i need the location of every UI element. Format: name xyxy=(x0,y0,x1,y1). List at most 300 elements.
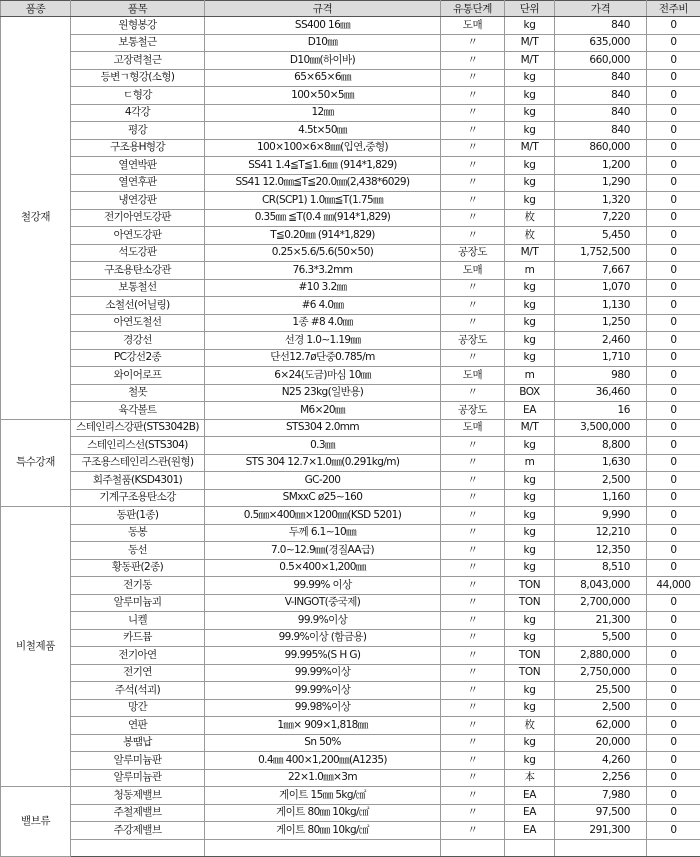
price-cell: 840 xyxy=(555,69,647,87)
unit-cell: kg xyxy=(505,69,555,87)
price-cell: 12,350 xyxy=(555,542,647,560)
group-3 xyxy=(1,507,700,787)
table-row xyxy=(1,769,700,787)
distribution-stage-cell: 〃 xyxy=(441,69,505,87)
unit-cell: kg xyxy=(505,297,555,315)
distribution-stage-cell: 〃 xyxy=(441,174,505,192)
weekly-change-cell: 0 xyxy=(647,507,700,525)
table-row xyxy=(1,734,700,752)
distribution-stage-cell: 공장도 xyxy=(441,244,505,262)
item-name-cell: 전기연 xyxy=(71,664,205,682)
weekly-change-cell: 0 xyxy=(647,717,700,735)
unit-cell: TON xyxy=(505,664,555,682)
spec-cell: 76.3*3.2mm xyxy=(205,262,441,280)
spec-cell: M6×20㎜ xyxy=(205,402,441,420)
spec-cell: SMxxC ø25∼160 xyxy=(205,489,441,507)
table-row xyxy=(1,17,700,35)
unit-cell: M/T xyxy=(505,34,555,52)
unit-cell: kg xyxy=(505,559,555,577)
item-name-cell: 니켈 xyxy=(71,612,205,630)
price-cell: 2,256 xyxy=(555,769,647,787)
price-cell: 7,667 xyxy=(555,262,647,280)
spec-cell: 99.995%(S H G) xyxy=(205,647,441,665)
weekly-change-cell: 0 xyxy=(647,279,700,297)
weekly-change-cell: 0 xyxy=(647,699,700,717)
unit-cell: kg xyxy=(505,87,555,105)
price-cell: 2,500 xyxy=(555,472,647,490)
table-row xyxy=(1,804,700,822)
price-cell: 1,130 xyxy=(555,297,647,315)
spec-cell: 게이트 80㎜ 10kg/㎠ xyxy=(205,822,441,840)
price-cell: 5,500 xyxy=(555,629,647,647)
item-name-cell: 보통철선 xyxy=(71,279,205,297)
group-2 xyxy=(1,419,700,507)
price-cell: 8,510 xyxy=(555,559,647,577)
distribution-stage-cell: 〃 xyxy=(441,122,505,140)
price-cell: 840 xyxy=(555,87,647,105)
price-cell: 635,000 xyxy=(555,34,647,52)
distribution-stage-cell: 〃 xyxy=(441,594,505,612)
unit-cell: kg xyxy=(505,157,555,175)
spec-cell: 99.9%이상 xyxy=(205,612,441,630)
header-spec: 규격 xyxy=(205,1,441,17)
table-row xyxy=(1,192,700,210)
item-name-cell: 와이어로프 xyxy=(71,367,205,385)
item-name-cell: 경강선 xyxy=(71,332,205,350)
table-row xyxy=(1,174,700,192)
weekly-change-cell: 0 xyxy=(647,524,700,542)
table-row xyxy=(1,787,700,805)
distribution-stage-cell: 〃 xyxy=(441,752,505,770)
weekly-change-cell: 0 xyxy=(647,682,700,700)
distribution-stage-cell: 〃 xyxy=(441,507,505,525)
price-cell: 1,200 xyxy=(555,157,647,175)
unit-cell: TON xyxy=(505,647,555,665)
distribution-stage-cell: 〃 xyxy=(441,437,505,455)
unit-cell: kg xyxy=(505,542,555,560)
weekly-change-cell: 0 xyxy=(647,647,700,665)
unit-cell: kg xyxy=(505,279,555,297)
weekly-change-cell: 0 xyxy=(647,384,700,402)
spec-cell: 4.5t×50㎜ xyxy=(205,122,441,140)
item-name-cell: 구조용H형강 xyxy=(71,139,205,157)
distribution-stage-cell: 〃 xyxy=(441,139,505,157)
distribution-stage-cell: 〃 xyxy=(441,34,505,52)
table-row xyxy=(1,594,700,612)
item-name-cell: 동선 xyxy=(71,542,205,560)
distribution-stage-cell: 도매 xyxy=(441,419,505,437)
distribution-stage-cell: 〃 xyxy=(441,804,505,822)
table-row xyxy=(1,682,700,700)
spec-cell: 0.5×400×1,200㎜ xyxy=(205,559,441,577)
price-cell: 840 xyxy=(555,122,647,140)
weekly-change-cell: 0 xyxy=(647,209,700,227)
distribution-stage-cell: 〃 xyxy=(441,157,505,175)
unit-cell: 枚 xyxy=(505,227,555,245)
item-name-cell: 전기아연도강판 xyxy=(71,209,205,227)
weekly-change-cell: 44,000 xyxy=(647,577,700,595)
price-cell: 2,460 xyxy=(555,332,647,350)
item-name-cell: 연판 xyxy=(71,717,205,735)
spec-cell: STS 304 12.7×1.0㎜(0.291kg/m) xyxy=(205,454,441,472)
table-row xyxy=(1,629,700,647)
price-cell: 25,500 xyxy=(555,682,647,700)
table-row xyxy=(1,612,700,630)
item-name-cell: 고장력철근 xyxy=(71,52,205,70)
weekly-change-cell: 0 xyxy=(647,227,700,245)
distribution-stage-cell: 〃 xyxy=(441,314,505,332)
item-name-cell: 기계구조용탄소강 xyxy=(71,489,205,507)
spec-cell: 0.35㎜ ≦T(0.4 ㎜(914*1,829) xyxy=(205,209,441,227)
table-row xyxy=(1,279,700,297)
distribution-stage-cell: 〃 xyxy=(441,769,505,787)
distribution-stage-cell: 〃 xyxy=(441,104,505,122)
item-name-cell: 봉땜납 xyxy=(71,734,205,752)
distribution-stage-cell: 〃 xyxy=(441,52,505,70)
table-row xyxy=(1,69,700,87)
table-row xyxy=(1,664,700,682)
weekly-change-cell: 0 xyxy=(647,629,700,647)
distribution-stage-cell: 〃 xyxy=(441,349,505,367)
price-cell: 5,450 xyxy=(555,227,647,245)
item-name-cell: 구조용스테인리스관(원형) xyxy=(71,454,205,472)
unit-cell: m xyxy=(505,262,555,280)
table-row xyxy=(1,542,700,560)
distribution-stage-cell: 〃 xyxy=(441,682,505,700)
price-cell: 7,980 xyxy=(555,787,647,805)
distribution-stage-cell: 〃 xyxy=(441,629,505,647)
item-name-cell: 카드뮴 xyxy=(71,629,205,647)
unit-cell: M/T xyxy=(505,419,555,437)
header-unit: 단위 xyxy=(505,1,555,17)
distribution-stage-cell: 〃 xyxy=(441,542,505,560)
table-row xyxy=(1,122,700,140)
weekly-change-cell: 0 xyxy=(647,192,700,210)
table-row xyxy=(1,314,700,332)
distribution-stage-cell: 〃 xyxy=(441,384,505,402)
weekly-change-cell: 0 xyxy=(647,402,700,420)
price-cell: 980 xyxy=(555,367,647,385)
price-cell: 97,500 xyxy=(555,804,647,822)
item-name-cell: 열연박판 xyxy=(71,157,205,175)
distribution-stage-cell: 공장도 xyxy=(441,332,505,350)
unit-cell: kg xyxy=(505,104,555,122)
distribution-stage-cell: 〃 xyxy=(441,577,505,595)
spec-cell: V-INGOT(중국제) xyxy=(205,594,441,612)
item-name-cell: 알루미늄괴 xyxy=(71,594,205,612)
table-row xyxy=(1,717,700,735)
item-name-cell: 아연도강판 xyxy=(71,227,205,245)
weekly-change-cell: 0 xyxy=(647,367,700,385)
unit-cell: kg xyxy=(505,17,555,35)
weekly-change-cell: 0 xyxy=(647,174,700,192)
price-cell: 2,880,000 xyxy=(555,647,647,665)
weekly-change-cell: 0 xyxy=(647,69,700,87)
unit-cell: M/T xyxy=(505,244,555,262)
item-name-cell: 평강 xyxy=(71,122,205,140)
category-cell: 철강재 xyxy=(1,17,71,420)
spec-cell: D10㎜(하이바) xyxy=(205,52,441,70)
weekly-change-cell: 0 xyxy=(647,87,700,105)
price-cell: 12,210 xyxy=(555,524,647,542)
unit-cell: M/T xyxy=(505,52,555,70)
unit-cell: EA xyxy=(505,804,555,822)
table-row xyxy=(1,472,700,490)
item-name-cell: 석도강판 xyxy=(71,244,205,262)
header-price: 가격 xyxy=(555,1,647,17)
price-cell: 62,000 xyxy=(555,717,647,735)
price-cell: 840 xyxy=(555,104,647,122)
weekly-change-cell: 0 xyxy=(647,594,700,612)
table-row xyxy=(1,34,700,52)
unit-cell: kg xyxy=(505,437,555,455)
distribution-stage-cell: 〃 xyxy=(441,717,505,735)
price-cell: 291,300 xyxy=(555,822,647,840)
weekly-change-cell: 0 xyxy=(647,472,700,490)
spec-cell: Sn 50% xyxy=(205,734,441,752)
distribution-stage-cell: 도매 xyxy=(441,262,505,280)
spec-cell: #6 4.0㎜ xyxy=(205,297,441,315)
weekly-change-cell: 0 xyxy=(647,612,700,630)
unit-cell: 本 xyxy=(505,769,555,787)
price-cell: 36,460 xyxy=(555,384,647,402)
distribution-stage-cell: 〃 xyxy=(441,559,505,577)
price-cell: 1,160 xyxy=(555,489,647,507)
spec-cell: 1종 #8 4.0㎜ xyxy=(205,314,441,332)
table-row xyxy=(1,367,700,385)
item-name-cell: 알루미늄관 xyxy=(71,769,205,787)
table-row xyxy=(1,437,700,455)
unit-cell: TON xyxy=(505,577,555,595)
distribution-stage-cell: 〃 xyxy=(441,227,505,245)
header-weekly-change: 전주비 xyxy=(647,1,700,17)
unit-cell: EA xyxy=(505,402,555,420)
item-name-cell: 철못 xyxy=(71,384,205,402)
table-row xyxy=(1,402,700,420)
spec-cell: 0.4㎜ 400×1,200㎜(A1235) xyxy=(205,752,441,770)
distribution-stage-cell: 〃 xyxy=(441,297,505,315)
spec-cell: 99.99%이상 xyxy=(205,682,441,700)
distribution-stage-cell: 〃 xyxy=(441,647,505,665)
spec-cell: 게이트 80㎜ 10kg/㎠ xyxy=(205,804,441,822)
spec-cell: D10㎜ xyxy=(205,34,441,52)
weekly-change-cell: 0 xyxy=(647,314,700,332)
header-row xyxy=(1,1,700,17)
distribution-stage-cell: 〃 xyxy=(441,699,505,717)
unit-cell: kg xyxy=(505,524,555,542)
spec-cell: 0.25×5.6/5.6(50×50) xyxy=(205,244,441,262)
unit-cell: kg xyxy=(505,192,555,210)
weekly-change-cell: 0 xyxy=(647,454,700,472)
table-header xyxy=(1,1,700,17)
distribution-stage-cell: 〃 xyxy=(441,87,505,105)
item-name-cell: 청동제밸브 xyxy=(71,787,205,805)
unit-cell: kg xyxy=(505,122,555,140)
table-row xyxy=(1,507,700,525)
price-cell: 21,300 xyxy=(555,612,647,630)
item-name-cell: 원형봉강 xyxy=(71,17,205,35)
group-1 xyxy=(1,17,700,420)
weekly-change-cell: 0 xyxy=(647,34,700,52)
unit-cell: M/T xyxy=(505,139,555,157)
item-name-cell: 4각강 xyxy=(71,104,205,122)
weekly-change-cell: 0 xyxy=(647,664,700,682)
weekly-change-cell: 0 xyxy=(647,122,700,140)
spec-cell: 99.9%이상 (함금용) xyxy=(205,629,441,647)
weekly-change-cell: 0 xyxy=(647,769,700,787)
weekly-change-cell: 0 xyxy=(647,17,700,35)
distribution-stage-cell: 도매 xyxy=(441,17,505,35)
table-row xyxy=(1,454,700,472)
table-row xyxy=(1,227,700,245)
spec-cell: 7.0∼12.9㎜(경질AA급) xyxy=(205,542,441,560)
price-cell: 9,990 xyxy=(555,507,647,525)
price-cell: 4,260 xyxy=(555,752,647,770)
spec-cell: 0.5㎜×400㎜×1200㎜(KSD 5201) xyxy=(205,507,441,525)
price-cell: 20,000 xyxy=(555,734,647,752)
distribution-stage-cell: 〃 xyxy=(441,279,505,297)
table-row xyxy=(1,577,700,595)
table-row xyxy=(1,244,700,262)
spec-cell: 선경 1.0∼1.19㎜ xyxy=(205,332,441,350)
table-row xyxy=(1,822,700,840)
table-row xyxy=(1,52,700,70)
price-cell: 1,250 xyxy=(555,314,647,332)
price-cell: 16 xyxy=(555,402,647,420)
item-name-cell: 회주철품(KSD4301) xyxy=(71,472,205,490)
price-cell: 2,700,000 xyxy=(555,594,647,612)
distribution-stage-cell: 〃 xyxy=(441,192,505,210)
spec-cell: 100×100×6×8㎜(입연,중형) xyxy=(205,139,441,157)
item-name-cell: 소철선(어닐링) xyxy=(71,297,205,315)
table-row xyxy=(1,104,700,122)
weekly-change-cell: 0 xyxy=(647,349,700,367)
table-row xyxy=(1,157,700,175)
item-name-cell: 구조용탄소강관 xyxy=(71,262,205,280)
spec-cell: SS41 1.4≦T≦1.6㎜ (914*1,829) xyxy=(205,157,441,175)
spec-cell: 65×65×6㎜ xyxy=(205,69,441,87)
unit-cell: kg xyxy=(505,734,555,752)
spec-cell: 단선12.7ø단중0.785/m xyxy=(205,349,441,367)
price-cell: 7,220 xyxy=(555,209,647,227)
price-cell: 2,500 xyxy=(555,699,647,717)
unit-cell: kg xyxy=(505,332,555,350)
header-item: 품목 xyxy=(71,1,205,17)
price-cell: 860,000 xyxy=(555,139,647,157)
unit-cell: kg xyxy=(505,682,555,700)
table-row xyxy=(1,384,700,402)
spec-cell: GC-200 xyxy=(205,472,441,490)
spec-cell: N25 23kg(일반용) xyxy=(205,384,441,402)
item-name-cell: 황동판(2종) xyxy=(71,559,205,577)
weekly-change-cell: 0 xyxy=(647,157,700,175)
item-name-cell: 육각볼트 xyxy=(71,402,205,420)
item-name-cell: 열연후판 xyxy=(71,174,205,192)
distribution-stage-cell: 〃 xyxy=(441,734,505,752)
unit-cell: kg xyxy=(505,752,555,770)
item-name-cell: 전기동 xyxy=(71,577,205,595)
unit-cell: m xyxy=(505,454,555,472)
unit-cell: kg xyxy=(505,699,555,717)
distribution-stage-cell: 공장도 xyxy=(441,402,505,420)
unit-cell: kg xyxy=(505,612,555,630)
item-name-cell: 스테인리스선(STS304) xyxy=(71,437,205,455)
distribution-stage-cell: 도매 xyxy=(441,367,505,385)
table-row xyxy=(1,262,700,280)
table-row xyxy=(1,419,700,437)
spec-cell: 99.98%이상 xyxy=(205,699,441,717)
spec-cell: 99.99% 이상 xyxy=(205,577,441,595)
item-name-cell: 주석(석괴) xyxy=(71,682,205,700)
weekly-change-cell: 0 xyxy=(647,139,700,157)
weekly-change-cell: 0 xyxy=(647,104,700,122)
spec-cell: 12㎜ xyxy=(205,104,441,122)
spec-cell: SS400 16㎜ xyxy=(205,17,441,35)
spec-cell: 0.3㎜ xyxy=(205,437,441,455)
distribution-stage-cell: 〃 xyxy=(441,454,505,472)
spec-cell: 6×24(도금)마심 10㎜ xyxy=(205,367,441,385)
unit-cell: m xyxy=(505,367,555,385)
weekly-change-cell: 0 xyxy=(647,52,700,70)
weekly-change-cell: 0 xyxy=(647,822,700,840)
price-cell: 8,800 xyxy=(555,437,647,455)
unit-cell: kg xyxy=(505,489,555,507)
price-cell: 1,320 xyxy=(555,192,647,210)
spec-cell: 99.99%이상 xyxy=(205,664,441,682)
distribution-stage-cell: 〃 xyxy=(441,787,505,805)
category-cell: 특수강재 xyxy=(1,419,71,507)
weekly-change-cell: 0 xyxy=(647,437,700,455)
group-4 xyxy=(1,787,700,857)
price-cell: 8,043,000 xyxy=(555,577,647,595)
weekly-change-cell: 0 xyxy=(647,804,700,822)
header-category: 품종 xyxy=(1,1,71,17)
item-name-cell: 스테인리스강판(STS3042B) xyxy=(71,419,205,437)
unit-cell: kg xyxy=(505,507,555,525)
unit-cell: TON xyxy=(505,594,555,612)
table-row xyxy=(1,297,700,315)
unit-cell: kg xyxy=(505,629,555,647)
table-row xyxy=(1,647,700,665)
category-cell: 밸브류 xyxy=(1,787,71,857)
item-name-cell: 망간 xyxy=(71,699,205,717)
table-row xyxy=(1,752,700,770)
weekly-change-cell: 0 xyxy=(647,262,700,280)
price-cell: 840 xyxy=(555,17,647,35)
item-name-cell: 동봉 xyxy=(71,524,205,542)
price-cell: 1,710 xyxy=(555,349,647,367)
weekly-change-cell: 0 xyxy=(647,419,700,437)
item-name-cell: 주강제밸브 xyxy=(71,822,205,840)
spec-cell: 두께 6.1∼10㎜ xyxy=(205,524,441,542)
weekly-change-cell: 0 xyxy=(647,297,700,315)
spec-cell: SS41 12.0㎜≦T≦20.0㎜(2,438*6029) xyxy=(205,174,441,192)
distribution-stage-cell: 〃 xyxy=(441,489,505,507)
table-row xyxy=(1,209,700,227)
unit-cell: kg xyxy=(505,314,555,332)
item-name-cell: 등변ㄱ형강(소형) xyxy=(71,69,205,87)
price-cell: 1,070 xyxy=(555,279,647,297)
item-name-cell: 동판(1종) xyxy=(71,507,205,525)
distribution-stage-cell: 〃 xyxy=(441,524,505,542)
spec-cell: 100×50×5㎜ xyxy=(205,87,441,105)
table-row xyxy=(1,139,700,157)
unit-cell: kg xyxy=(505,472,555,490)
spec-cell: CR(SCP1) 1.0㎜≦T(1.75㎜ xyxy=(205,192,441,210)
item-name-cell: ㄷ형강 xyxy=(71,87,205,105)
price-cell: 1,752,500 xyxy=(555,244,647,262)
unit-cell: 枚 xyxy=(505,717,555,735)
